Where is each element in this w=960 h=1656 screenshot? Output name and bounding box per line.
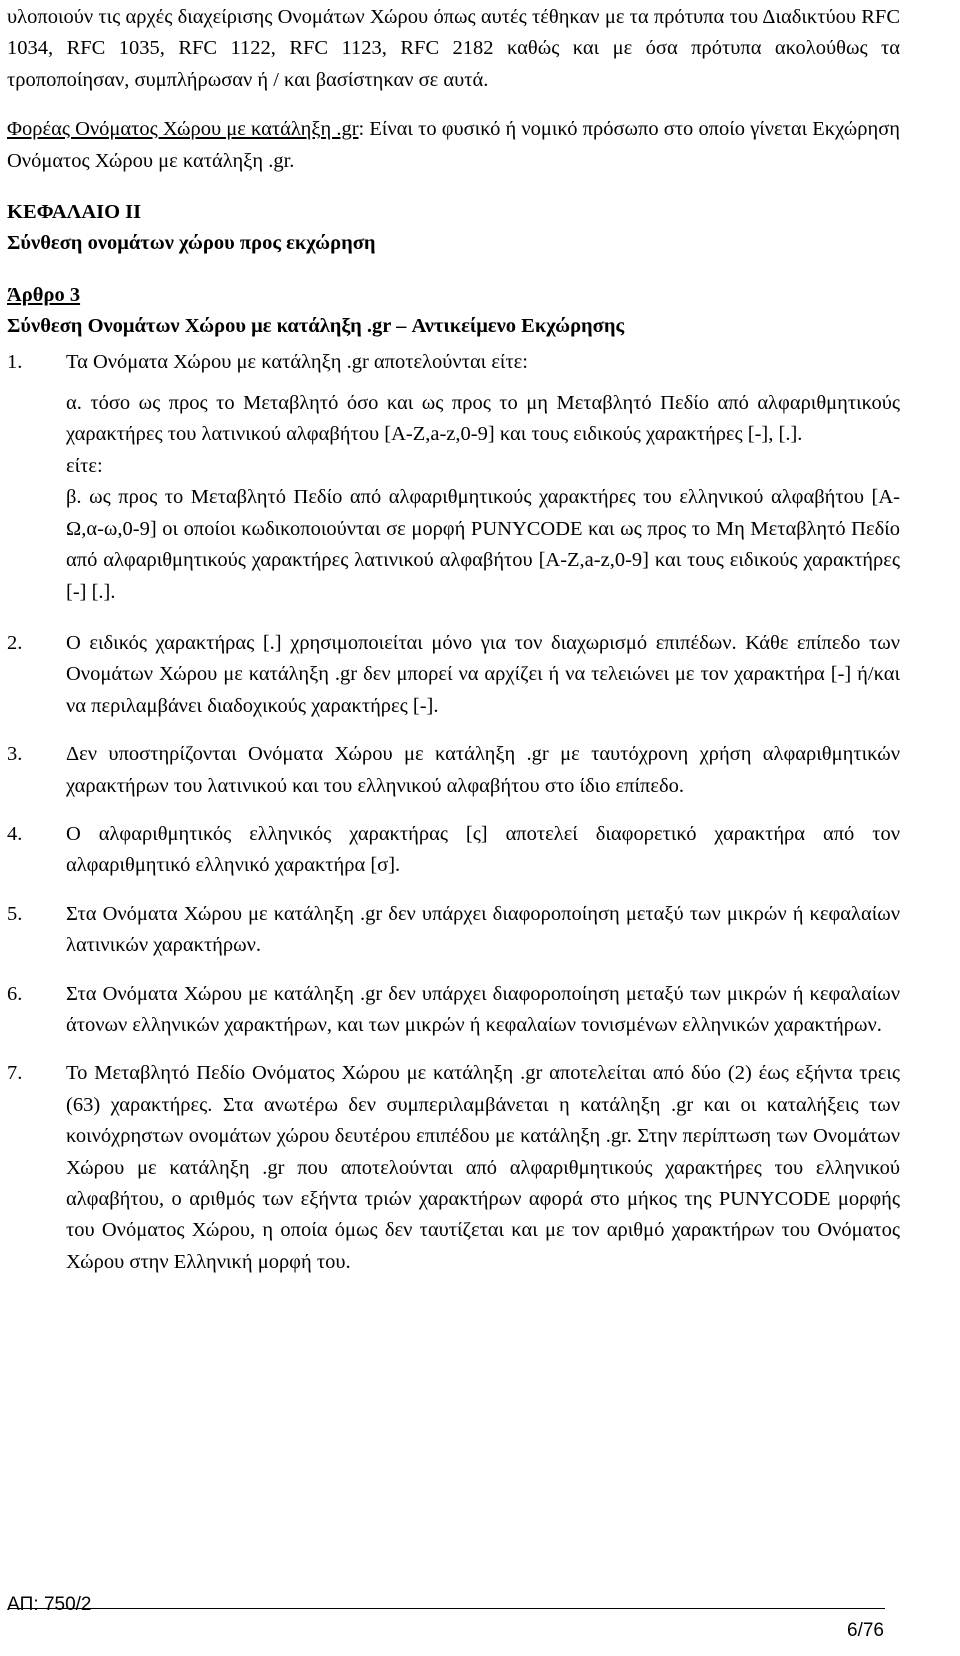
list-item-number: 1. [7, 350, 23, 373]
document-page [7, 0, 900, 1278]
list-item-number: 6. [7, 982, 23, 1005]
article-title: Σύνθεση Ονομάτων Χώρου με κατάληξη .gr – Αντικείμενο Εκχώρησης [7, 315, 625, 338]
list-item-3 [7, 739, 900, 802]
list-item-2 [7, 628, 900, 722]
list-item-text: Στα Ονόματα Χώρου με κατάληξη .gr δεν υπάρχει διαφοροποίηση μεταξύ των μικρών ή κεφαλαίων άτονων ελληνικών χαρακτήρων, και των μικρών ή κεφαλαίων τονισμένων ελληνικών χαρακτήρων. [66, 982, 900, 1036]
page-footer [0, 1592, 900, 1652]
list-item-text: Ο ειδικός χαρακτήρας [.] χρησιμοποιείται μόνο για τον διαχωρισμό επιπέδων. Κάθε επίπεδο των Ονομάτων Χώρου με κατάληξη .gr δεν μπορεί να αρχίζει ή να τελειώνει με τον χαρακτήρα [-] ή/και να περιλαμβάνει διαδοχικούς χαρακτήρες [-]. [66, 631, 900, 717]
definition-paragraph [7, 114, 900, 177]
list-item-7 [7, 1058, 900, 1278]
definition-text: : Είναι το φυσικό ή νομικό πρόσωπο στο οποίο γίνεται Εκχώρηση Ονόματος Χώρου με κατάληξη .gr. [7, 118, 900, 172]
footer-page-number: 6/76 [847, 1620, 884, 1641]
list-item-number: 5. [7, 902, 23, 925]
list-item-text: Το Μεταβλητό Πεδίο Ονόματος Χώρου με κατάληξη .gr αποτελείται από δύο (2) έως εξήντα τρεις (63) χαρακτήρες. Στα ανωτέρω δεν συμπεριλαμβάνεται η κατάληξη .gr και οι καταλήξεις των κοινόχρηστων ονομάτων χώρου δευτέρου επιπέδου με κατάληξη .gr. Στην περίπτωση των Ονομάτων Χώρου με κατάληξη .gr που αποτελούνται από αλφαριθμητικούς χαρακτήρες του ελληνικού αλφαβήτου, ο αριθμός των εξήντα τριών χαρακτήρων αφορά στο μήκος της PUNYCODE μορφής του Ονόματος Χώρου, η οποία όμως δεν ταυτίζεται και με τον αριθμό χαρακτήρων του Ονόματος Χώρου στην Ελληνική μορφή του. [66, 1062, 900, 1273]
chapter-title: Σύνθεση ονομάτων χώρου προς εκχώρηση [7, 232, 376, 255]
sub-item-b: β. ως προς το Μεταβλητό Πεδίο από αλφαριθμητικούς χαρακτήρες του ελληνικού αλφαβήτου [Α-Ω,α-ω,0-9] οι οποίοι κωδικοποιούνται σε μορφή PUNYCODE και ως προς το Μη Μεταβλητό Πεδίο από αλφαριθμητικούς χαρακτήρες λατινικού αλφαβήτου [A-Z,a-z,0-9] και τους ειδικούς χαρακτήρες [-] [.]. [66, 486, 900, 603]
list-item-4 [7, 819, 900, 882]
article-number: Άρθρο 3 [7, 283, 81, 306]
list-item-text: Τα Ονόματα Χώρου με κατάληξη .gr αποτελούνται είτε: [66, 350, 528, 373]
list-item-number: 4. [7, 822, 23, 845]
footer-divider [8, 1608, 885, 1609]
list-item-1 [7, 347, 900, 378]
list-item-number: 7. [7, 1062, 23, 1085]
definition-term: Φορέας Ονόματος Χώρου με κατάληξη .gr [7, 118, 359, 141]
chapter-label: ΚΕΦΑΛΑΙΟ ΙΙ [7, 201, 142, 224]
list-item-text: Δεν υποστηρίζονται Ονόματα Χώρου με κατάληξη .gr με ταυτόχρονη χρήση αλφαριθμητικών χαρακτήρων του λατινικού και του ελληνικού αλφαβήτου στο ίδιο επίπεδο. [66, 743, 900, 797]
list-item-number: 3. [7, 743, 23, 766]
list-item-5 [7, 899, 900, 962]
list-item-number: 2. [7, 631, 23, 654]
footer-doc-ref: ΑΠ: 750/2 [7, 1594, 92, 1615]
intro-paragraph: υλοποιούν τις αρχές διαχείρισης Ονομάτων Χώρου όπως αυτές τέθηκαν με τα πρότυπα του Διαδικτύου RFC 1034, RFC 1035, RFC 1122, RFC 1123, RFC 2182 καθώς και με όσα πρότυπα ακολούθως τα τροποποίησαν, συμπλήρωσαν ή / και βασίστηκαν σε αυτά. [7, 6, 900, 91]
list-item-text: Στα Ονόματα Χώρου με κατάληξη .gr δεν υπάρχει διαφοροποίηση μεταξύ των μικρών ή κεφαλαίων λατινικών χαρακτήρων. [66, 902, 900, 957]
list-item-6 [7, 979, 900, 1042]
sub-item-a: α. τόσο ως προς το Μεταβλητό όσο και ως προς το μη Μεταβλητό Πεδίο από αλφαριθμητικούς χαρακτήρες του λατινικού αλφαβήτου [A-Z,a-z,0-9] και τους ειδικούς χαρακτήρες [-], [.]. [66, 392, 900, 446]
sub-item-or: είτε: [66, 454, 103, 477]
list-item-text: Ο αλφαριθμητικός ελληνικός χαρακτήρας [ς] αποτελεί διαφορετικό χαρακτήρα από τον αλφαριθμητικό ελληνικό χαρακτήρα [σ]. [66, 822, 900, 877]
